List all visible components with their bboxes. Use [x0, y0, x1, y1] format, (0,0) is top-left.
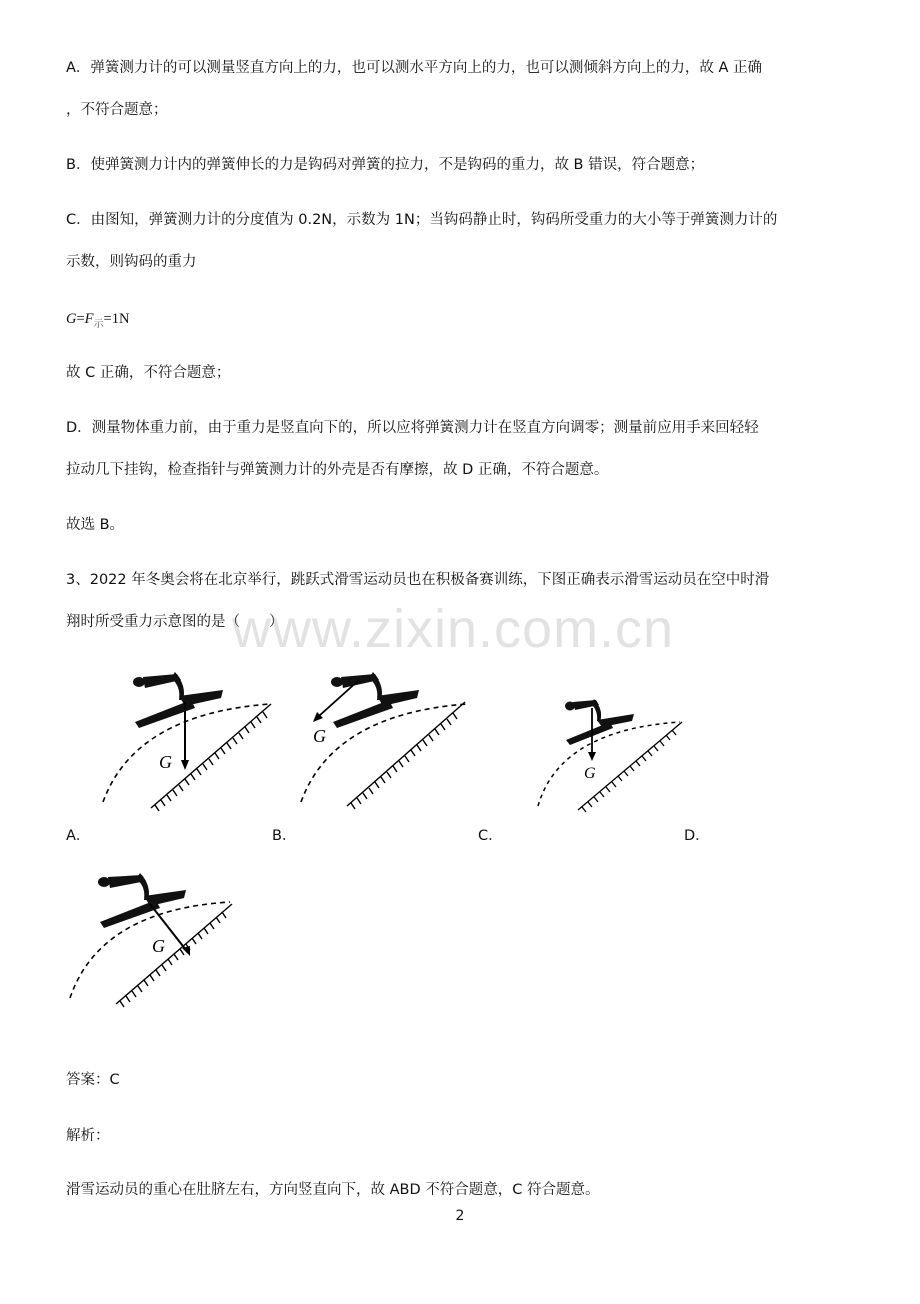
analysis-option-c-conclusion: 故 C 正确，不符合题意；	[66, 365, 231, 381]
force-label-d: G	[152, 936, 165, 956]
analysis-option-c-line2: 示数，则钩码的重力	[66, 254, 197, 270]
gravity-formula	[66, 309, 129, 335]
force-label-a: G	[159, 752, 172, 772]
analysis-option-a-line2: ，不符合题意；	[66, 102, 168, 118]
question3-line2: 翔时所受重力示意图的是（ ）	[66, 614, 284, 630]
force-label-b: G	[313, 726, 326, 746]
analysis-option-d-line2: 拉动几下挂钩，检查指针与弹簧测力计的外壳是否有摩擦，故 D 正确，不符合题意。	[66, 462, 609, 478]
formula-f: F	[84, 311, 94, 327]
analysis-option-b: B．使弹簧测力计内的弹簧伸长的力是钩码对弹簧的拉力，不是钩码的重力，故 B 错误，符合题意；	[66, 157, 705, 173]
formula-subscript: 示	[93, 319, 104, 330]
option-d-label: D．	[684, 828, 710, 844]
option-b-label: B．	[272, 828, 297, 844]
page-number: 2	[455, 1208, 465, 1224]
watermark: www.zixin.com.cn	[232, 599, 675, 659]
force-label-c: G	[584, 765, 596, 782]
answer: 答案：C	[66, 1072, 120, 1088]
formula-g: G	[66, 311, 77, 327]
analysis-title: 解析：	[66, 1128, 110, 1144]
formula-eq1: =	[76, 311, 85, 327]
question3-line1: 3、2022 年冬奥会将在北京举行，跳跃式滑雪运动员也在积极备赛训练，下图正确表示滑雪运动员在空中时滑	[66, 572, 770, 588]
analysis-option-a-line1: A．弹簧测力计的可以测量竖直方向上的力，也可以测水平方向上的力，也可以测倾斜方向上的力，故 A 正确	[66, 60, 763, 76]
answer-choice-previous: 故选 B。	[66, 517, 125, 533]
option-c-label: C．	[478, 828, 503, 844]
formula-eq2: =1N	[103, 311, 130, 327]
analysis-text: 滑雪运动员的重心在肚脐左右，方向竖直向下，故 ABD 不符合题意，C 符合题意。	[66, 1182, 600, 1198]
analysis-option-c-line1: C．由图知，弹簧测力计的分度值为 0.2N，示数为 1N；当钩码静止时，钩码所受重力的大小等于弹簧测力计的	[66, 212, 778, 228]
figure-option-c	[530, 690, 690, 814]
figure-option-b	[295, 664, 485, 814]
option-a-label: A．	[66, 828, 91, 844]
figure-option-d	[62, 866, 242, 1008]
figure-option-a	[95, 664, 285, 814]
analysis-option-d-line1: D．测量物体重力前，由于重力是竖直向下的，所以应将弹簧测力计在竖直方向调零；测量前应用手来回轻轻	[66, 420, 759, 436]
